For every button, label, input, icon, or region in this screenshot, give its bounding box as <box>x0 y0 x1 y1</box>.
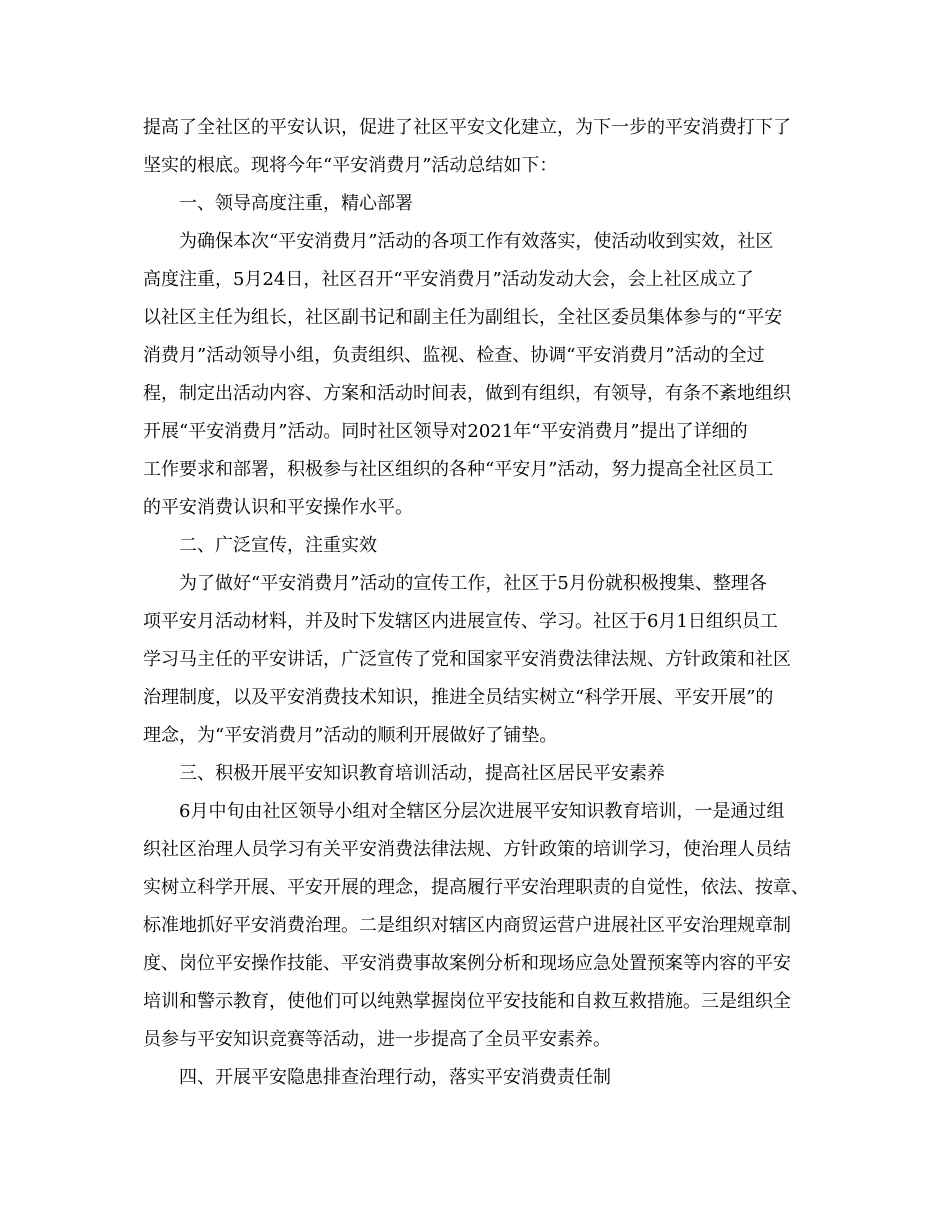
text-line: 理念，为“平安消费月”活动的顺利开展做好了铺垫。 <box>143 725 558 746</box>
text-line: 培训和警示教育，使他们可以纯熟掌握岗位平安技能和自救互救措施。三是组织全 <box>143 991 791 1012</box>
text-line: 学习马主任的平安讲话，广泛宣传了党和国家平安消费法律法规、方针政策和社区 <box>143 649 791 670</box>
text-line: 为了做好“平安消费月”活动的宣传工作，社区于5月份就积极搜集、整理各 <box>143 573 767 594</box>
section-heading: 二、广泛宣传，注重实效 <box>143 535 377 556</box>
section-heading: 四、开展平安隐患排查治理行动，落实平安消费责任制 <box>143 1067 611 1088</box>
text-line: 员参与平安知识竞赛等活动，进一步提高了全员平安素养。 <box>143 1029 611 1050</box>
text-line: 为确保本次“平安消费月”活动的各项工作有效落实，使活动收到实效，社区 <box>143 231 774 252</box>
text-line: 提高了全社区的平安认识，促进了社区平安文化建立，为下一步的平安消费打下了 <box>143 117 791 138</box>
text-line: 的平安消费认识和平安操作水平。 <box>143 497 413 518</box>
text-line: 织社区治理人员学习有关平安消费法律法规、方针政策的培训学习，使治理人员结 <box>143 839 791 860</box>
text-line: 消费月”活动领导小组，负责组织、监视、检查、协调“平安消费月”活动的全过 <box>143 345 765 366</box>
text-line: 6月中旬由社区领导小组对全辖区分层次进展平安知识教育培训，一是通过组 <box>143 801 785 822</box>
text-line: 高度注重，5月24日，社区召开“平安消费月”活动发动大会，会上社区成立了 <box>143 269 754 290</box>
text-line: 开展“平安消费月”活动。同时社区领导对2021年“平安消费月”提出了详细的 <box>143 421 748 442</box>
text-line: 度、岗位平安操作技能、平安消费事故案例分析和现场应急处置预案等内容的平安 <box>143 953 791 974</box>
text-line: 程，制定出活动内容、方案和活动时间表，做到有组织，有领导，有条不紊地组织 <box>143 383 791 404</box>
section-heading: 三、积极开展平安知识教育培训活动，提高社区居民平安素养 <box>143 763 665 784</box>
text-line: 治理制度，以及平安消费技术知识，推进全员结实树立“科学开展、平安开展”的 <box>143 687 774 708</box>
text-line: 实树立科学开展、平安开展的理念，提高履行平安治理职责的自觉性，依法、按章、 <box>143 877 809 898</box>
text-line: 项平安月活动材料，并及时下发辖区内进展宣传、学习。社区于6月1日组织员工 <box>143 611 778 632</box>
text-line: 坚实的根底。现将今年“平安消费月”活动总结如下： <box>143 155 558 176</box>
text-line: 工作要求和部署，积极参与社区组织的各种“平安月”活动，努力提高全社区员工 <box>143 459 774 480</box>
text-line: 以社区主任为组长，社区副书记和副主任为副组长，全社区委员集体参与的“平安 <box>143 307 783 328</box>
text-line: 标准地抓好平安消费治理。二是组织对辖区内商贸运营户进展社区平安治理规章制 <box>143 915 791 936</box>
section-heading: 一、领导高度注重，精心部署 <box>143 193 413 214</box>
